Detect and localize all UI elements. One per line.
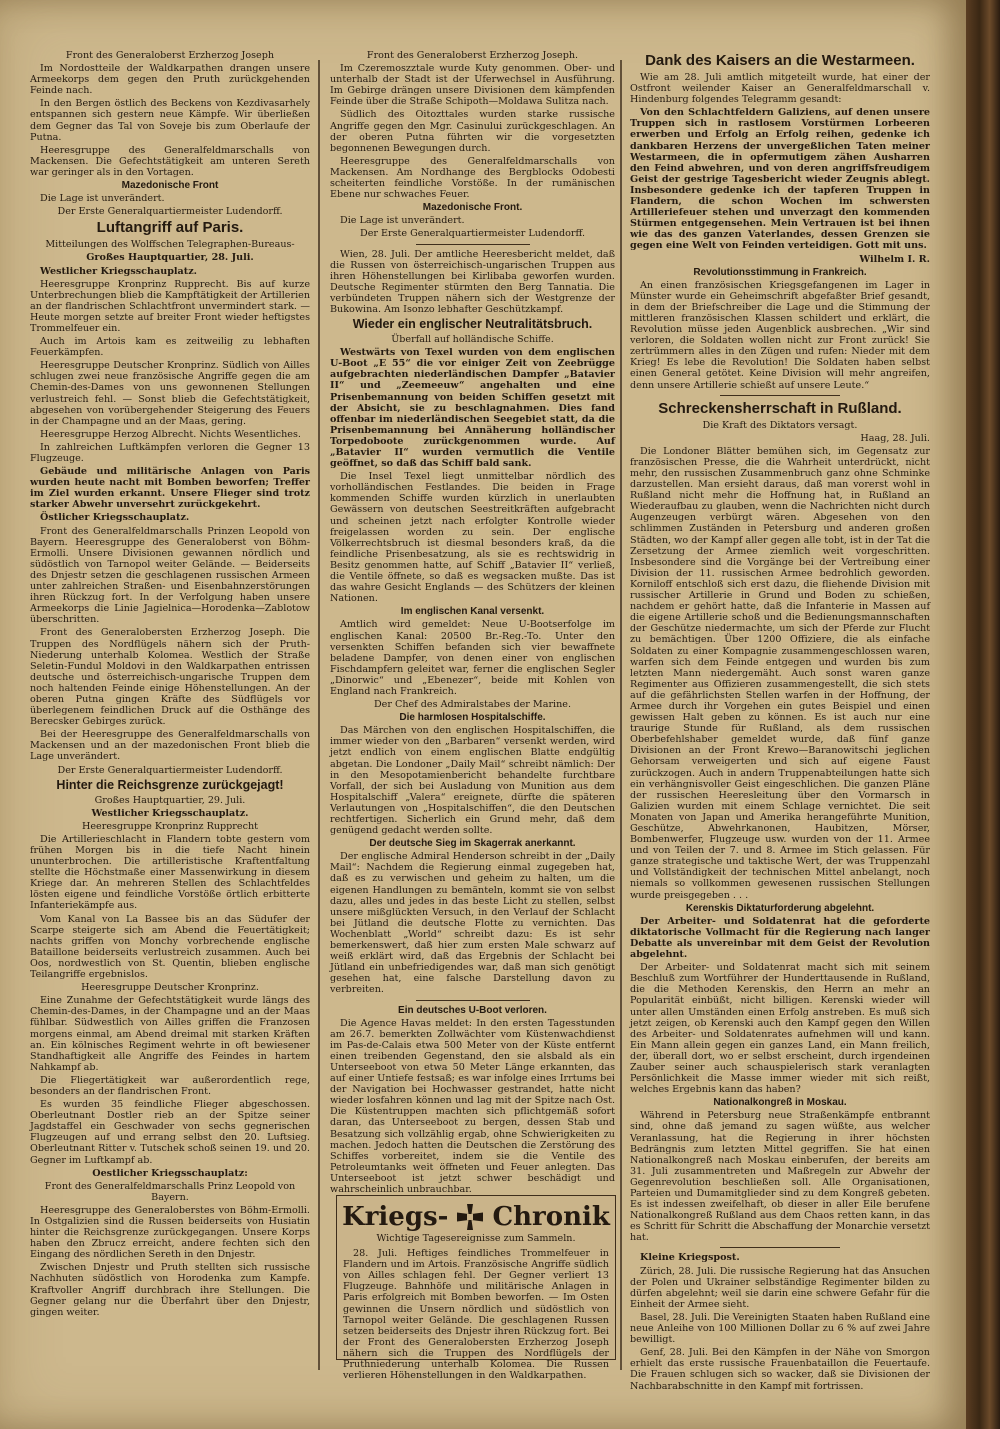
chronik-title — [343, 1202, 609, 1232]
paragraph: Amtlich wird gemeldet: Neue U-Bootserfolge im englischen Kanal: 20500 Br.-Reg.-To. Unter den versenkten Schiffen befanden sich vier bewaffnete beladene Dampfer, von denen einer von englischen Fischdampfern geleitet war, ferner die englischen Segler „Dinorwic“ und „Ebenezer“, beide mit Kohlen von England nach Frankreich. — [330, 619, 615, 697]
column-right — [630, 50, 930, 1392]
headline-reichsgrenze: Hinter die Reichsgrenze zurückgejagt! — [56, 777, 284, 792]
paragraph: Südlich des Oitozttales wurden starke russische Angriffe gegen den Mgr. Casinului zurückgeschlagen. An der oberen Putna führten wir die vorgesetzten begonnenen Bewegungen durch. — [330, 109, 615, 154]
paragraph: In den Bergen östlich des Beckens von Kezdivasarhely entspannen sich gestern neue Kämpfe. Wir überließen dem Gegner das Tal von Soveje bis zum Oberlaufe der Putna. — [30, 98, 310, 143]
paragraph: Heeresgruppe Herzog Albrecht. Nichts Wesentliches. — [40, 428, 301, 440]
section-heading: Ein deutsches U-Boot verloren. — [398, 1004, 547, 1016]
paragraph: Front des Generalobersten Erzherzog Joseph. Die Truppen des Nordflügels nähern sich der Pruth-Niederung unterhalb Kolomea. Westlich der Straße Seletin-Fundul Moldovi in den Waldkarpathen entrissen deutsche und österreichisch-ungarische Truppen dem noch haltenden Feinde einige Höhenstellungen. An der oberen Putna gingen Kräfte des Südflügels vor überlegenem feindlichen Druck auf die Osthänge des Berecsker Gebirges zurück. — [30, 627, 310, 728]
subheading: Westlicher Kriegsschauplatz. — [91, 807, 249, 819]
column-rule — [318, 60, 320, 1370]
section-heading: Der deutsche Sieg im Skagerrak anerkannt. — [369, 838, 576, 850]
paragraph: Die Insel Texel liegt unmittelbar nördlich des vorholländischen Festlandes. Die beiden in Frage kommenden Schiffe wurden kürzlich in unerlaubten Gewässern von deutschen Seestreitkräften aufgebracht und scheinen jetzt nach erfolgter Kontrolle wieder freigelassen worden zu sein. Der englische Völkerrechtsbruch ist diesmal besonders kraß, da die feindliche Prisenbesatzung, als sie es rechtswidrig in Besitz genommen hatte, auf Schiff „Batavier II“ verließ, die Ventile öffnete, so daß es wegsacken mußte. Das ist das wahre Gesicht Englands — des Schützers der kleinen Nationen. — [330, 471, 615, 605]
divider — [416, 244, 530, 245]
section-heading: Die harmlosen Hospitalschiffe. — [399, 712, 546, 724]
paragraph: Front des Generaloberst Erzherzog Joseph — [65, 50, 275, 61]
section-heading: Oestlicher Kriegsschauplatz: — [92, 1167, 248, 1179]
paragraph: Die Fliegertätigkeit war außerordentlich rege, besonders an der flandrischen Front. — [30, 1074, 310, 1097]
paragraph: Das Märchen von den englischen Hospitalschiffen, die immer wieder von den „Barbaren“ versenkt werden, wird jetzt endlich von einem englischen Blatte endgültig abgetan. Die Londoner „Daily Mail“ schreibt nämlich: Der in den Mesopotamienbericht behandelte furchtbare Vorfall, der sich bei Ausladung von Munition aus dem Hospitalschiff „Valera“ ereignete, dürfte die späteren Verlautungen von „Hospitalschiffen“, die den Deutschen rechtfertigen. Sicherlich ein Grund mehr, daß dem genügend gedacht werden sollte. — [330, 725, 615, 837]
chronik-text: 28. Juli. Heftiges feindliches Trommelfeuer in Flandern und im Artois. Französische Angriffe südlich von Ailles schlagen fehl. Der Gegner verliert 13 Flugzeuge. Bahnhöfe und militärische Anlagen in Paris erfolgreich mit Bomben beworfen. — Im Osten gewinnen die Unsern nördlich und südöstlich von Tarnopol weiter Gelände. Die geschlagenen Russen setzen beiderseits des Dnjestr ihren Rückzug fort. Bei der Front des Generalobersten Erzherzog Joseph nähern sich die Truppen des Nordflügels der Pruthniederung unterhalb Kolomea. Die Russen verlieren Höhenstellungen in den Waldkarpathen. — [343, 1248, 609, 1382]
section-heading: Kleine Kriegspost. — [640, 1252, 740, 1264]
paragraph: Wien, 28. Juli. Der amtliche Heeresbericht meldet, daß die Russen von österreichisch-ungarischen Truppen aus ihren Höhenstellungen bei Kirlibaba geworfen wurden. Deutsche Regimenter stürmten den Berg Tannatia. Die verbündeten Truppen nähern sich der Westgrenze der Bukowina. Am Isonzo lebhafter Geschützkampf. — [330, 248, 615, 315]
subheading: Großes Hauptquartier, 29. Juli. — [94, 794, 246, 806]
divider — [416, 1000, 530, 1001]
paragraph: Der englische Admiral Henderson schreibt in der „Daily Mail“: Nachdem die Regierung einmal zugegeben hat, daß es zu verwischen und geheim zu halten, um die eigenen Handlungen zu bemänteln, kommt sie von selbst dazu, alles und jedes in das beste Licht zu stellen, selbst unsere mißglückten Versuch, in den Verlauf der Schlacht bei Jütland die deutsche Flotte zu vernichten. Das Wochenblatt „World“ schreibt dazu: Es ist sehr bemerkenswert, daß hier zum ersten Male schwarz auf weiß erklärt wird, daß das Ergebnis der Schlacht bei Jütland ein unbefriedigendes war, daß man sich genötigt gesehen hat, eine falsche Darstellung davon zu verbreiten. — [330, 851, 615, 996]
paragraph: Es wurden 35 feindliche Flieger abgeschossen. Oberleutnant Dostler rieb an der Spitze seiner Jagdstaffel ein Geschwader von sechs gegnerischen Flugzeugen auf und errang selbst den 20. Luftsieg. Oberleutnant Ritter v. Tutschek schoß seinen 19. und 20. Gegner im Luftkampf ab. — [30, 1099, 310, 1166]
paragraph: Die Londoner Blätter bemühen sich, im Gegensatz zur französischen Presse, die die Wahrheit unterdrückt, nicht mehr, den russischen Zusammenbruch ganz ohne Schminke darzustellen. Man ersieht daraus, daß man vorerst wohl in Rußland nicht mehr die Hoffnung hat, in Rußland an Wiederaufbau zu glauben, wenn die Nachrichten nicht durch Augenzeugen verbürgt wären. Abgesehen von den schlimmen Zuständen in Petersburg und anderen großen Städten, wo der Kampf aller gegen alle tobt, ist in der Tat die Zersetzung der Armee ziemlich weit vorgeschritten. Insbesondere sind die Vorgänge bei der Vertreibung einer Division der 11. russischen Armee bedrohlich geworden. Korniloff entschloß sich erst dazu, die fliehende Division mit russischer Artillerie in Grund und Boden zu schießen, nachdem er gehört hatte, daß die Infanterie in Massen auf die eigene Artillerie schoß und die Bedienungsmannschaften der Geschütze niedermachte, um sich der Pferde zur Flucht zu bemächtigen. Über 1200 Offiziere, die als einfache Soldaten zu einer Kompagnie zusammengeschlossen waren, warfen sich dem Feinde entgegen und wurden bis zum letzten Mann niedergemäht. Auch sonst waren ganze Regimenter aus Offizieren zusammengestellt, die sich stets auf die gefährlichsten Stellen warfen in der Hoffnung, der Armee durch ihr Vorgehen ein gutes Beispiel und einen gewissen Halt geben zu können. Es ist auch nur eine traurige Stunde für Rußland, als dem russischen Oberbefehlshaber gemeldet wurde, daß fünf ganze Divisionen an der Front Krewo—Baranowitschi jeglichen Gehorsam verweigerten und sich auf eigene Faust zurückzogen. Auch in andern Truppenabteilungen hatte sich ein verhängnisvoller Geist eingeschlichen. Die ganzen Pläne der russischen Heeresleitung über den Vormarsch in Galizien wurden mit einem Schlage vernichtet. Die seit Monaten von Japan und Amerika herangeführte Munition, Geschütze, Abwehrkanonen, Haubitzen, Mörser, Bombenwerfer, Flugzeuge usw. wurden von der 11. Armee und von Teilen der 7. und 8. Armee im Stich gelassen. Für ganze strategische und taktische Wert, der was Truppenzahl und Vollständigkeit der technischen Mittel anbelangt, noch niemals so vollkommen gewesenen russischen Stellungen wurde preisgegeben . . . — [630, 445, 930, 901]
chronik-title-left: Kriegs- — [342, 1202, 449, 1232]
section-heading: Östlicher Kriegsschauplatz. — [40, 512, 190, 524]
telegram-text: Von den Schlachtfeldern Galiziens, auf denen unsere Truppen sich in rastlosem Vorstürmen Lorbeeren erwerben und Erfolg an Erfolg reihen, gedenke ich dankbaren Herzens der unvergeßlichen Taten meiner Westarmeen, die in opfermutigem zähen Ausharren den Feind abwehren, und von deren angriffsfreudigem Geist der gestrige Tagesbericht wieder Zeugnis ablegt. Insbesondere gedenke ich der tapferen Truppen in Flandern, die schon Wochen im schwersten Artilleriefeuer stehen und unverzagt den kommenden Stürmen entgegensehen. Mein Vertrauen ist bei ihnen wie das des ganzen Vaterlandes, dessen Grenzen sie gegen eine Welt von Feinden verteidigen. Gott mit uns. — [630, 107, 930, 252]
paragraph: Die Artillerieschlacht in Flandern tobte gestern vom frühen Morgen bis in die tiefe Nacht hinein ununterbrochen. Die artilleristische Kraftentfaltung stellte die Höchstmaße einer Massenwirkung in diesem Kriege dar. An mehreren Stellen des Schlachtfeldes lösten eigene und feindliche Vorstöße örtlich erbitterte Infanteriekämpfe aus. — [30, 833, 310, 912]
signature: Der Erste Generalquartiermeister Ludendorff. — [57, 206, 283, 218]
paragraph: Die Agence Havas meldet: In den ersten Tagesstunden am 26.7. bemerkten Zollwächter vom Küstenwachdienst im Pas-de-Calais etwa 500 Meter von der Küste entfernt einen treibenden Gegenstand, den sie alsbald als ein Unterseeboot von etwa 50 Meter Länge erkannten, das auf einer Untiefe festsaß; es war infolge eines Irrtums bei der Navigation bei Hochwasser gestrandet, hatte nicht wieder losfahren können und lag mit der Spitze nach Ost. Die Küstentruppen machten sich pflichtgemäß sofort daran, das Unterseeboot zu bergen, dessen Stab und Besatzung sich vollzählig ergab, ohne Schwierigkeiten zu machen. Jedoch hatten die Deutschen die Zerstörung des Schiffes vorbereitet, indem sie die Ventile des Petroleumtanks weit öffneten und Feuer anlegten. Das Unterseeboot ist jetzt schwer beschädigt und wahrscheinlich unbrauchbar. — [330, 1017, 615, 1195]
paragraph: Genf, 28. Juli. Bei den Kämpfen in der Nähe von Smorgon erhielt das erste russische Frauenbataillon die Feuertaufe. Die Frauen schlugen sich so wacker, daß sie Divisionen der Nachbarabschnitte in den Kampf mit fortrissen. — [630, 1347, 930, 1392]
column-rule — [620, 60, 622, 1370]
paragraph: Während in Petersburg neue Straßenkämpfe entbrannt sind, ohne daß jemand zu sagen wüßte, aus welcher Veranlassung, hat die Regierung in ihrer höchsten Bedrängnis zum letzten Mittel gegriffen. Sie hat einen Nationalkongreß nach Moskau einberufen, der bereits am 31. Juli zusammentreten und Maßregeln zur Abwehr der Gegenrevolution beschließen soll. Alle Organisationen, Parteien und Dumamitglieder sind zu dem Kongreß gebeten. Es ist indessen zweifelhaft, ob dieser in aller Eile berufene Nationalkongreß Rußland aus dem Chaos retten kann, in das es Schritt für Schritt die Abschaffung der Monarchie versetzt hat. — [630, 1110, 930, 1244]
paragraph: Wie am 28. Juli amtlich mitgeteilt wurde, hat einer der Ostfront weilender Kaiser an Generalfeldmarschall v. Hindenburg folgendes Telegramm gesandt: — [630, 72, 930, 106]
paragraph: Gebäude und militärische Anlagen von Paris wurden heute nacht mit Bomben beworfen; Treffer im Ziel wurden erkannt. Unsere Flieger sind trotz starker Abwehr unversehrt zurückgekehrt. — [30, 466, 310, 511]
subheading: Front des Generaloberst Erzherzog Joseph. — [366, 50, 579, 61]
iron-cross-icon — [456, 1203, 484, 1231]
signature: Wilhelm I. R. — [859, 253, 930, 265]
paragraph: Die Lage ist unverändert. — [40, 193, 165, 205]
section-heading: Revolutionsstimmung in Frankreich. — [693, 266, 867, 278]
subheading: Heeresgruppe Kronprinz Rupprecht — [82, 820, 258, 832]
paragraph: Im Czeremoszztale wurde Kuty genommen. Ober- und unterhalb der Stadt ist der Uferwechsel in Ausführung. Im Gebirge drängen unsere Divisionen dem kämpfenden Feinde über die Straße Schipoth—Moldawa Sulitza nach. — [330, 63, 615, 108]
paragraph: Westwärts von Texel wurden von dem englischen U-Boot „E 55“ die vor einiger Zeit von Zeebrügge aufgebrachten niederländischen Dampfer „Batavier II“ und „Zeemeeuw“ angehalten und eine Prisenbemannung von beiden Schiffen gesetzt mit der Absicht, sie zu beschlagnahmen. Dies fand offenbar im niederländischen Seegebiet statt, da die Prisenbemannung bei Annäherung holländischer Torpedoboote zurückgenommen wurde. Auf „Batavier II“ wurden vermutlich die Ventile geöffnet, so daß das Schiff bald sank. — [330, 347, 615, 470]
paragraph: Der Arbeiter- und Soldatenrat hat die geforderte diktatorische Vollmacht für die Regierung nach langer Debatte als unvereinbar mit dem Geist der Revolution abgelehnt. — [630, 915, 930, 961]
section-heading: Im englischen Kanal versenkt. — [400, 606, 545, 618]
paragraph: Heeresgruppe des Generaloberstes von Böhm-Ermolli. In Ostgalizien sind die Russen beiderseits von Husiatin hinter die Reichsgrenze zurückgegangen. Unsere Korps haben den Zbrucz erreicht, andere fechten sich den Eingang des nördlichen Sereth in den Dnjestr. — [30, 1204, 310, 1261]
chronik-subtitle: Wichtige Tagesereignisse zum Sammeln. — [376, 1233, 576, 1244]
paragraph: Heeresgruppe des Generalfeldmarschalls von Mackensen. Die Gefechtstätigkeit am unteren Sereth war geringer als in den Vortagen. — [30, 144, 310, 178]
paragraph: Zwischen Dnjestr und Pruth stellten sich russische Nachhuten südöstlich von Horodenka zum Kampfe. Kraftvoller Angriff durchbrach ihre Stellungen. Die Gegner gelang nur die Überfahrt über den Dnjestr, gingen weiter. — [30, 1262, 310, 1318]
book-binding-edge — [966, 0, 1000, 1429]
subheading: Die Kraft des Diktators versagt. — [702, 419, 858, 431]
dateline: Haag, 28. Juli. — [860, 432, 930, 444]
subheading: Front des Generalfeldmarschalls Prinz Leopold von Bayern. — [44, 1180, 296, 1203]
paragraph: Der Arbeiter- und Soldatenrat macht sich mit seinem Beschluß zum Wortführer der Hunderttausende in Rußland, die die Methoden Kerenskis, den Herrn an mehr an Popularität einbüßt, nicht billigen. Kerenski wieder will unter allen Umständen einen Erfolg anstreben. Es muß sich jetzt zeigen, ob Kerenski auch den Kampf gegen den Willen des Arbeiter- und Soldatenrates aufnehmen will und kann. Ein Mann allein gegen ein ganzes Land, ein Mann freilich, der, überall dort, wo er selbst erscheint, durch irgendeinen Zauber seiner auch schauspielerisch stark veranlagten Persönlichkeit die Masse immer wieder mit sich reißt, welches Ergebnis kann das haben? — [630, 962, 930, 1096]
signature: Der Erste Generalquartiermeister Ludendorff. — [57, 764, 283, 776]
paragraph: Die Lage ist unverändert. — [340, 215, 465, 227]
paragraph: Eine Zunahme der Gefechtstätigkeit wurde längs des Chemin-des-Dames, in der Champagne und an der Maas fühlbar. Südwestlich von Ailles griffen die Franzosen morgens einmal, am Abend dreimal mit starken Kräften an. Ein kölnisches Regiment wehrte in oft bewiesener Standhaftigkeit alle Angriffe des Feindes in hartem Nahkampf ab. — [30, 995, 310, 1073]
subheading: Mitteilungen des Wolffschen Telegraphen-Bureaus- — [45, 239, 295, 251]
paragraph: Heeresgruppe Kronprinz Rupprecht. Bis auf kurze Unterbrechungen blieb die Kampftätigkeit der Artillerien an der flandrischen Schlachtfront unvermindert stark. — Heute morgen setzte auf breiter Front wieder heftigstes Trommelfeuer ein. — [30, 278, 310, 334]
divider — [720, 395, 840, 396]
headline-paris: Luftangriff auf Paris. — [96, 219, 244, 237]
paragraph: Im Nordostteile der Waldkarpathen drangen unsere Armeekorps dem gegen den Pruth zurückgehenden Feinde nach. — [30, 63, 310, 97]
paragraph: Heeresgruppe Deutscher Kronprinz. Südlich von Ailles schlugen zwei neue französische Angriffe gegen die am Chemin-des-Dames von uns gewonnenen Stellungen verlustreich fehl. — Sonst blieb die Gefechtstätigkeit, abgesehen von vorübergehender Steigerung des Feuers in der Champagne und an der Maas, gering. — [30, 360, 310, 427]
paragraph: Bei der Heeresgruppe des Generalfeldmarschalls von Mackensen und an der mazedonischen Front blieb die Lage unverändert. — [30, 729, 310, 763]
headline-dank: Dank des Kaisers an die Westarmeen. — [645, 52, 915, 69]
paragraph: Vom Kanal von La Bassee bis an das Südufer der Scarpe steigerte sich am Abend die Feuertätigkeit; nachts griffen von Monchy vorbrechende englische Bataillone beiderseits verlustreich zusammen. Auch bei Oos, nordwestlich von St. Quentin, blieben englische Teilangriffe ergebnislos. — [30, 913, 310, 981]
section-heading: Kerenskis Diktaturforderung abgelehnt. — [685, 902, 875, 914]
section-heading: Mazedonische Front. — [422, 202, 523, 214]
paragraph: An einen französischen Kriegsgefangenen im Lager in Münster wurde ein Geheimschrift abgefaßter Brief gesandt, in dem der Briefschreiber die Lage und die Stimmung der mittleren französischen Klassen schildert und erklärt, die Revolution müsse jeden Augenblick ausbrechen. „Wir sind verloren, die Soldaten wollen nicht zur Front zurück! Sie zertrümmern alles in den Zügen und rufen: Nieder mit dem Krieg! Es lebe die Revolution! Die Soldaten haben selbst einen General getötet. Keine Division will mehr angreifen, denn unsere Artillerie schießt auf unsere Leute.“ — [630, 279, 930, 391]
paragraph: Heeresgruppe des Generalfeldmarschalls von Mackensen. Am Nordhange des Bergblocks Odobesti scheiterten feindliche Vorstöße. In der rumänischen Ebene nur schwaches Feuer. — [330, 155, 615, 201]
section-heading: Nationalkongreß in Moskau. — [713, 1097, 847, 1109]
paragraph: In zahlreichen Luftkämpfen verloren die Gegner 13 Flugzeuge. — [30, 441, 310, 464]
paragraph: Basel, 28. Juli. Die Vereinigten Staaten haben Rußland eine neue Anleihe von 100 Millionen Dollar zu 6 % auf zwei Jahre bewilligt. — [630, 1311, 930, 1346]
subheading: Heeresgruppe Deutscher Kronprinz. — [81, 982, 259, 994]
section-heading: Mazedonische Front — [121, 180, 219, 192]
divider — [720, 1247, 840, 1248]
subheading: Überfall auf holländische Schiffe. — [391, 334, 554, 346]
signature: Der Chef des Admiralstabes der Marine. — [373, 699, 572, 711]
headline-russland: Schreckensherrschaft in Rußland. — [658, 399, 902, 417]
column-middle — [330, 50, 615, 1360]
paragraph: Zürich, 28. Juli. Die russische Regierung hat das Ansuchen der Polen und Ukrainer selbständige Regimenter bilden zu dürfen abgelehnt; weil sie darin eine schwere Gefahr für die Einheit der Armee sieht. — [630, 1265, 930, 1310]
kriegs-chronik-box — [336, 1195, 616, 1382]
section-heading: Westlicher Kriegsschauplatz. — [40, 265, 197, 277]
column-left — [30, 50, 310, 1380]
headline-neutralitaetsbruch: Wieder ein englischer Neutralitätsbruch. — [352, 317, 593, 332]
subheading: Großes Hauptquartier, 28. Juli. — [86, 252, 254, 264]
paragraph: Front des Generalfeldmarschalls Prinzen Leopold von Bayern. Heeresgruppe des Generaloberst von Böhm-Ermolli. Unsere Divisionen gewannen nördlich und südöstlich von Tarnopol weiter Gelände. — Beiderseits des Dnjestr setzen die geschlagenen russischen Armeen unter zahlreichen Straßen- und Eisenbahnzerstörungen ihren Rückzug fort. In der Verfolgung haben unsere Armeekorps die Linie Jagielnica—Horodenka—Zablotow überschritten. — [30, 525, 310, 626]
paragraph: Auch im Artois kam es zeitweilig zu lebhaften Feuerkämpfen. — [30, 336, 310, 359]
chronik-title-right: Chronik — [492, 1202, 610, 1232]
signature: Der Erste Generalquartiermeister Ludendorff. — [360, 228, 585, 240]
